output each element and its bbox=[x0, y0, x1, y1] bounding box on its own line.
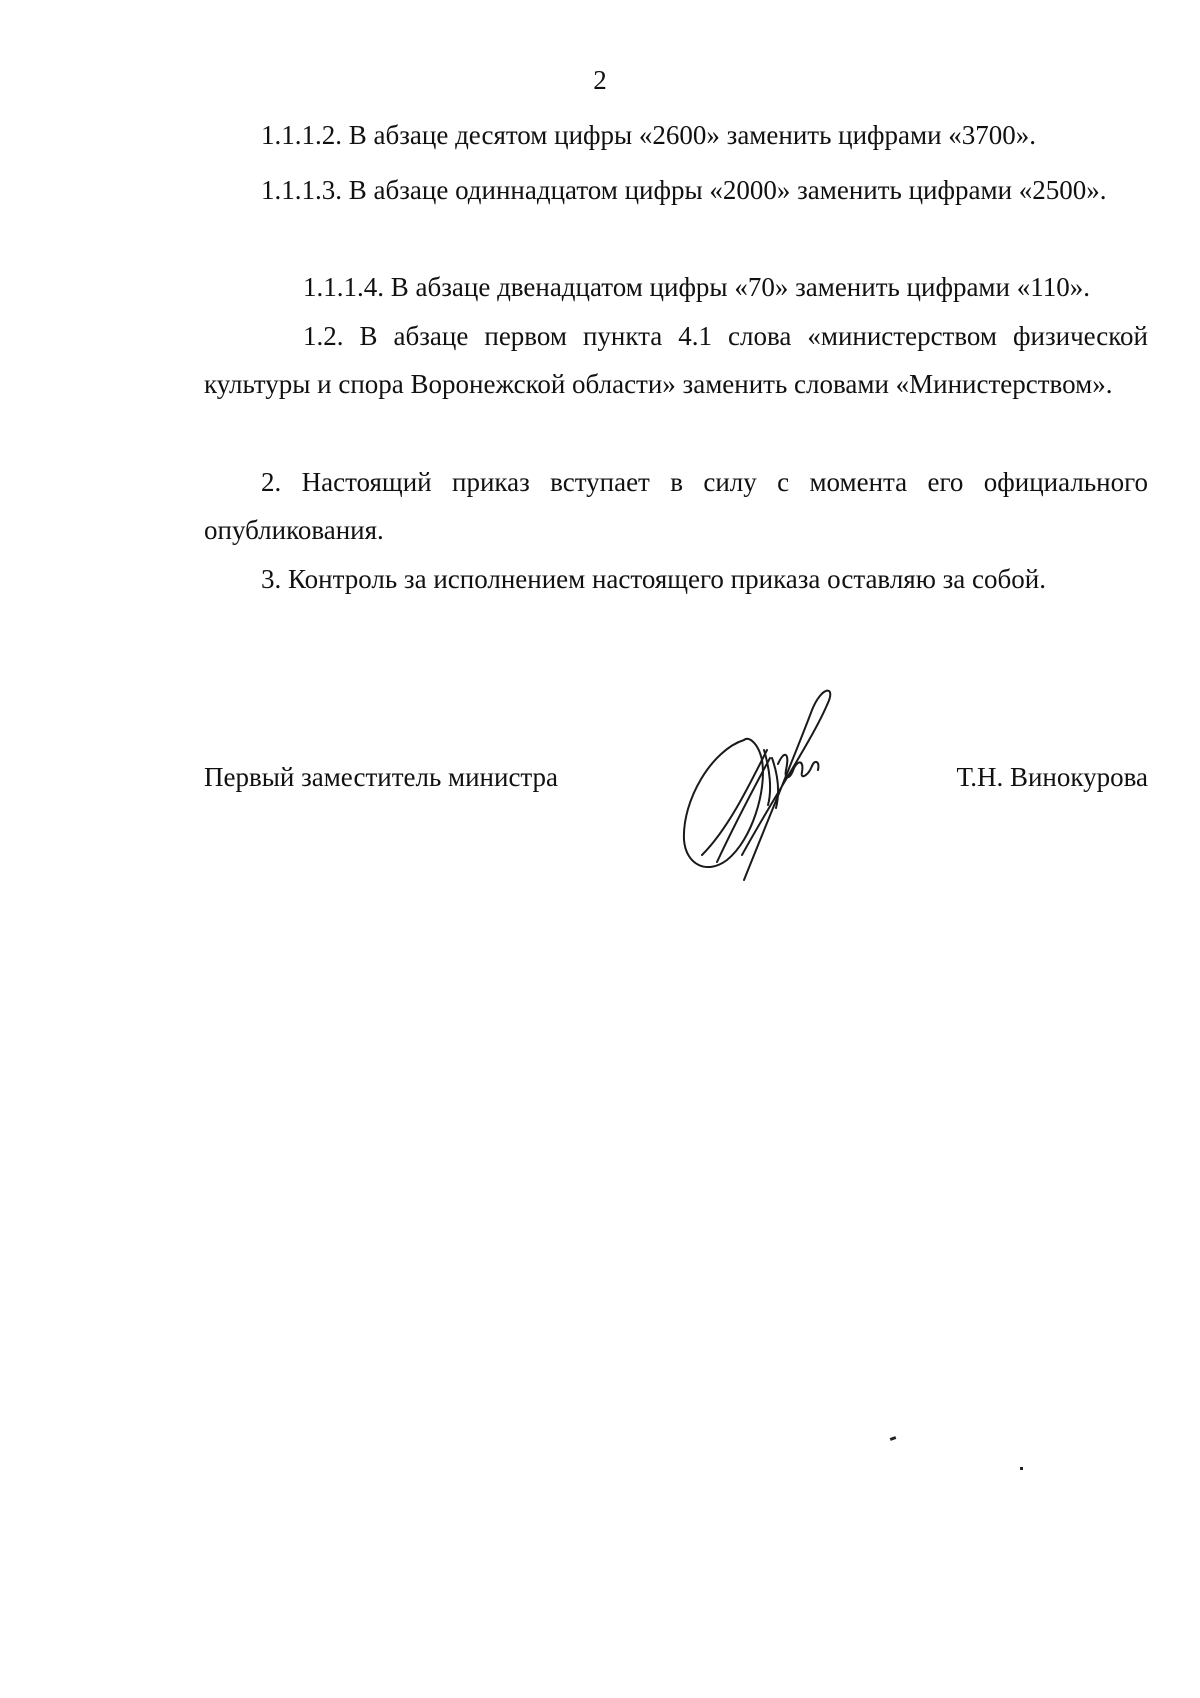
paragraph-1-1-1-2: 1.1.1.2. В абзаце десятом цифры «2600» заменить цифрами «3700». bbox=[261, 120, 1037, 150]
paragraph-3: 3. Контроль за исполнением настоящего приказа оставляю за собой. bbox=[261, 564, 1046, 594]
handwritten-signature bbox=[672, 680, 892, 890]
signatory-position: Первый заместитель министра bbox=[204, 762, 559, 792]
paragraph-1-2: 1.2. В абзаце первом пункта 4.1 слова «министерством физической культуры и спора Воронежской области» заменить словами «Министерством». bbox=[204, 321, 1148, 399]
paragraph-2: 2. Настоящий приказ вступает в силу с момента его официального опубликования. bbox=[204, 467, 1148, 545]
signatory-name: Т.Н. Винокурова bbox=[956, 762, 1148, 792]
scan-speck bbox=[1020, 1467, 1023, 1470]
page-number: 2 bbox=[593, 65, 607, 95]
paragraph-1-1-1-3: 1.1.1.3. В абзаце одиннадцатом цифры «2000» заменить цифрами «2500». bbox=[261, 175, 1107, 205]
paragraph-1-1-1-4: 1.1.1.4. В абзаце двенадцатом цифры «70» заменить цифрами «110». bbox=[303, 272, 1090, 302]
scan-speck bbox=[890, 1436, 897, 1441]
